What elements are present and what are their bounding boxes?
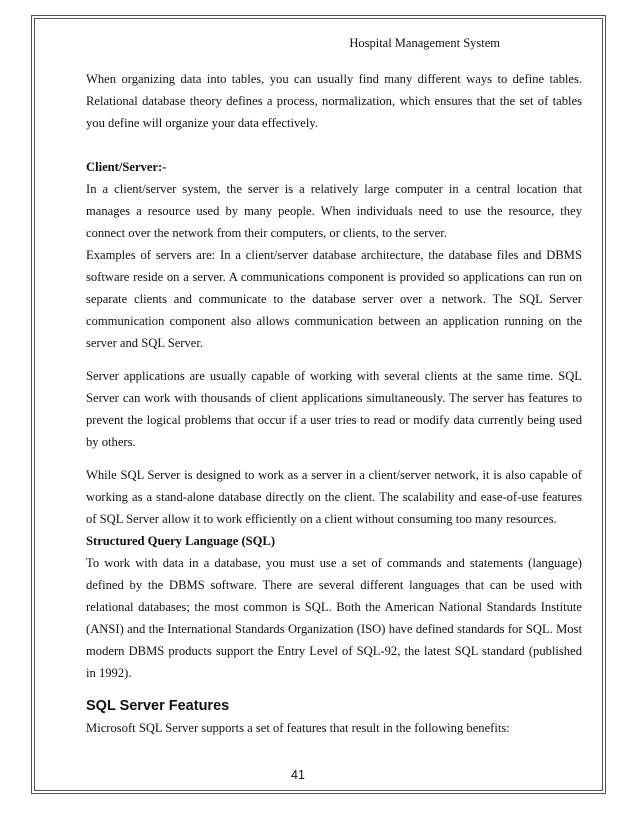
page-number: 41: [291, 768, 305, 782]
intro-paragraph: When organizing data into tables, you can usually find many different ways to define tables. Relational database theory defines a process, normalization, which ensures that the set of tables you define will organize your data effectively.: [86, 72, 582, 130]
running-header: Hospital Management System: [349, 36, 500, 50]
features-paragraph: Microsoft SQL Server supports a set of features that result in the following benefits:: [86, 721, 510, 735]
sql-server-features-heading: SQL Server Features: [86, 698, 230, 714]
client-server-paragraph-4: While SQL Server is designed to work as a server in a client/server network, it is also capable of working as a stand-alone database directly on the client. The scalability and ease-of-use features of SQL Server allow it to work efficiently on a client without consuming too many resources.: [86, 468, 582, 526]
document-body: [86, 68, 582, 739]
client-server-heading: Client/Server:-: [86, 160, 167, 174]
sql-heading: Structured Query Language (SQL): [86, 534, 276, 548]
spacer: [86, 684, 582, 695]
client-server-paragraph-2: Examples of servers are: In a client/server database architecture, the database files and DBMS software reside on a server. A communications component is provided so applications can run on separate clients and communicate to the database server over a network. The SQL Server communication component also allows communication between an application running on the server and SQL Server.: [86, 248, 582, 350]
client-server-paragraph-3: Server applications are usually capable of working with several clients at the same time. SQL Server can work with thousands of client applications simultaneously. The server has features to prevent the logical problems that occur if a user tries to read or modify data currently being used by others.: [86, 369, 582, 449]
client-server-paragraph-1: In a client/server system, the server is a relatively large computer in a central location that manages a resource used by many people. When individuals need to use the resource, they connect over the network from their computers, or clients, to the server.: [86, 182, 582, 240]
spacer: [86, 134, 582, 156]
spacer: [86, 453, 582, 464]
spacer: [86, 354, 582, 365]
sql-paragraph: To work with data in a database, you must use a set of commands and statements (language) defined by the DBMS software. There are several different languages that can be used with relational databases; the most common is SQL. Both the American National Standards Institute (ANSI) and the International Standards Organization (ISO) have defined standards for SQL. Most modern DBMS products support the Entry Level of SQL-92, the latest SQL standard (published in 1992).: [86, 556, 582, 680]
